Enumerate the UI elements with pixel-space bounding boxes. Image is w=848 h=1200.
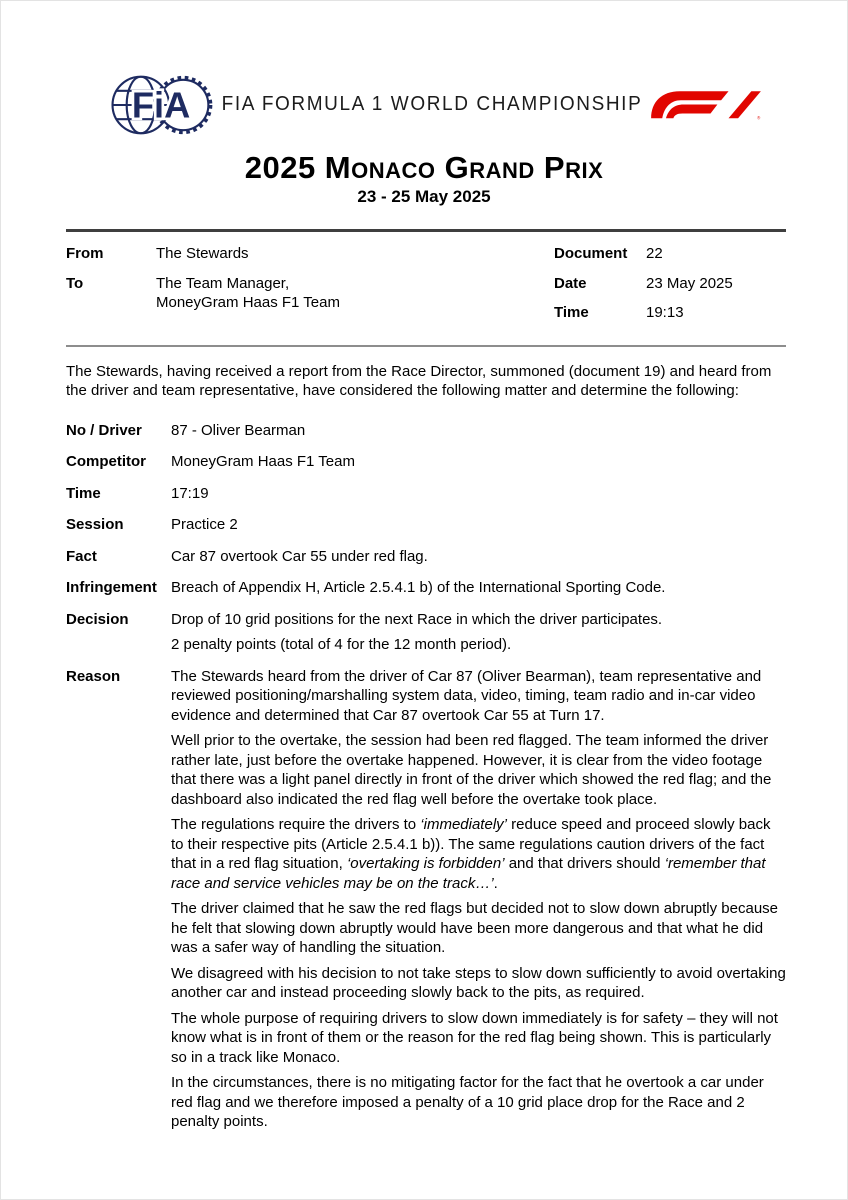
- date-value: 23 May 2025: [646, 274, 733, 292]
- from-label: From: [66, 245, 104, 262]
- reason-paragraph-4: The driver claimed that he saw the red flags but decided not to slow down abruptly because he felt that slowing down abruptly would have been more dangerous and that what he did was a safer way of handling the situation.: [171, 900, 779, 956]
- field-label: Session: [66, 516, 124, 533]
- field-label: Fact: [66, 547, 97, 565]
- field-value: MoneyGram Haas F1 Team: [171, 453, 355, 470]
- fia-logo-icon: [109, 72, 215, 138]
- to-label: To: [66, 274, 84, 292]
- reason-paragraph-6: The whole purpose of requiring drivers to slow down immediately is for safety – they will not know what is in front of them or the reason for the red flag being shown. This is particularly so in a track like Monaco.: [171, 1009, 778, 1066]
- reason-paragraphs: [171, 667, 787, 1132]
- meta-row-to: [66, 274, 554, 313]
- intro-paragraph: The Stewards, having received a report from the Race Director, summoned (document 19) and heard from the driver and team representative, have considered the following matter and determine the following:: [66, 362, 772, 399]
- text-segment-italic: ‘overtaking is forbidden’: [346, 855, 505, 872]
- field-label: Competitor: [66, 453, 146, 470]
- reason-paragraph-3: [171, 815, 787, 893]
- date-label: Date: [554, 274, 587, 292]
- meta-row-document: [554, 244, 786, 264]
- document-value: 22: [646, 245, 663, 262]
- registered-mark-icon: ®: [757, 115, 761, 121]
- meta-table: [66, 229, 786, 347]
- text-segment: The regulations require the drivers to: [171, 816, 421, 833]
- meta-row-time: [554, 303, 786, 323]
- field-label: No / Driver: [66, 421, 142, 439]
- field-row-decision: [66, 610, 787, 655]
- time-label: Time: [554, 304, 589, 321]
- event-dates: 23 - 25 May 2025: [357, 187, 491, 206]
- document-label: Document: [554, 245, 628, 262]
- to-value-line2: MoneyGram Haas F1 Team: [156, 294, 340, 311]
- reason-paragraph-7: In the circumstances, there is no mitigating factor for the fact that he overtook a car under red flag and we therefore imposed a penalty of a 10 grid place drop for the Race and 2 penalty points.: [171, 1074, 764, 1130]
- text-segment: and that drivers should: [504, 855, 665, 872]
- field-label: Decision: [66, 610, 129, 628]
- field-row-competitor: [66, 452, 787, 472]
- text-segment-italic: ‘remember that race and service vehicles may be on the track…’: [171, 855, 766, 892]
- field-label: Reason: [66, 667, 121, 685]
- field-label: Time: [66, 484, 101, 502]
- decision-line2: 2 penalty points (total of 4 for the 12 month period).: [171, 636, 512, 653]
- meta-row-date: [554, 274, 786, 294]
- text-segment-italic: ‘immediately’: [420, 816, 507, 833]
- time-value: 19:13: [646, 304, 684, 321]
- field-value: [171, 610, 662, 655]
- fia-logo-text: FiA: [131, 84, 191, 126]
- field-row-reason: [66, 667, 787, 1132]
- field-value: Practice 2: [171, 516, 238, 533]
- text-segment: reduce speed and proceed slowly back to their respective pits (Article 2.5.4.1 b)). The same regulations caution drivers of the fact that in a red flag situation,: [171, 816, 771, 872]
- decision-line1: Drop of 10 grid positions for the next Race in which the driver participates.: [171, 610, 663, 628]
- meta-right-column: [554, 244, 786, 323]
- meta-row-from: [66, 244, 554, 264]
- document-header: [1, 72, 847, 138]
- field-row-infringement: [66, 578, 787, 598]
- field-value: 17:19: [171, 484, 209, 502]
- text-segment: .: [493, 874, 498, 892]
- field-value: 87 - Oliver Bearman: [171, 421, 306, 439]
- reason-paragraph-5: We disagreed with his decision to not take steps to slow down sufficiently to avoid overtaking another car and instead proceeding slowly back to the pits, as required.: [171, 964, 786, 1001]
- reason-paragraph-1: The Stewards heard from the driver of Car 87 (Oliver Bearman), team representative and reviewed positioning/marshalling system data, video, timing, team radio and in-car video evidence and determined that Car 87 overtook Car 55 at Turn 17.: [171, 667, 762, 724]
- field-value: Breach of Appendix H, Article 2.5.4.1 b) of the International Sporting Code.: [171, 579, 666, 596]
- field-label: Infringement: [66, 579, 157, 596]
- field-row-no-driver: [66, 421, 787, 441]
- field-row-fact: [66, 547, 787, 567]
- f1-logo-icon: [649, 85, 763, 125]
- field-value: Car 87 overtook Car 55 under red flag.: [171, 547, 428, 565]
- title-block: [1, 151, 847, 207]
- event-title: 2025 Monaco Grand Prix: [244, 150, 604, 185]
- meta-left-column: [66, 244, 554, 323]
- decision-fields: [66, 421, 787, 1132]
- to-value: [156, 274, 340, 313]
- field-row-time: [66, 484, 787, 504]
- from-value: The Stewards: [156, 245, 249, 262]
- field-row-session: [66, 515, 787, 535]
- to-value-line1: The Team Manager,: [156, 274, 290, 292]
- reason-paragraph-2: Well prior to the overtake, the session had been red flagged. The team informed the driver rather late, just before the overtake happened. However, it is clear from the video footage that there was a light panel directly in front of the driver which showed the red flag; and the dashboard also indicated the red flag well before the overtake took place.: [171, 732, 772, 808]
- championship-title: FIA FORMULA 1 WORLD CHAMPIONSHIP: [221, 93, 643, 116]
